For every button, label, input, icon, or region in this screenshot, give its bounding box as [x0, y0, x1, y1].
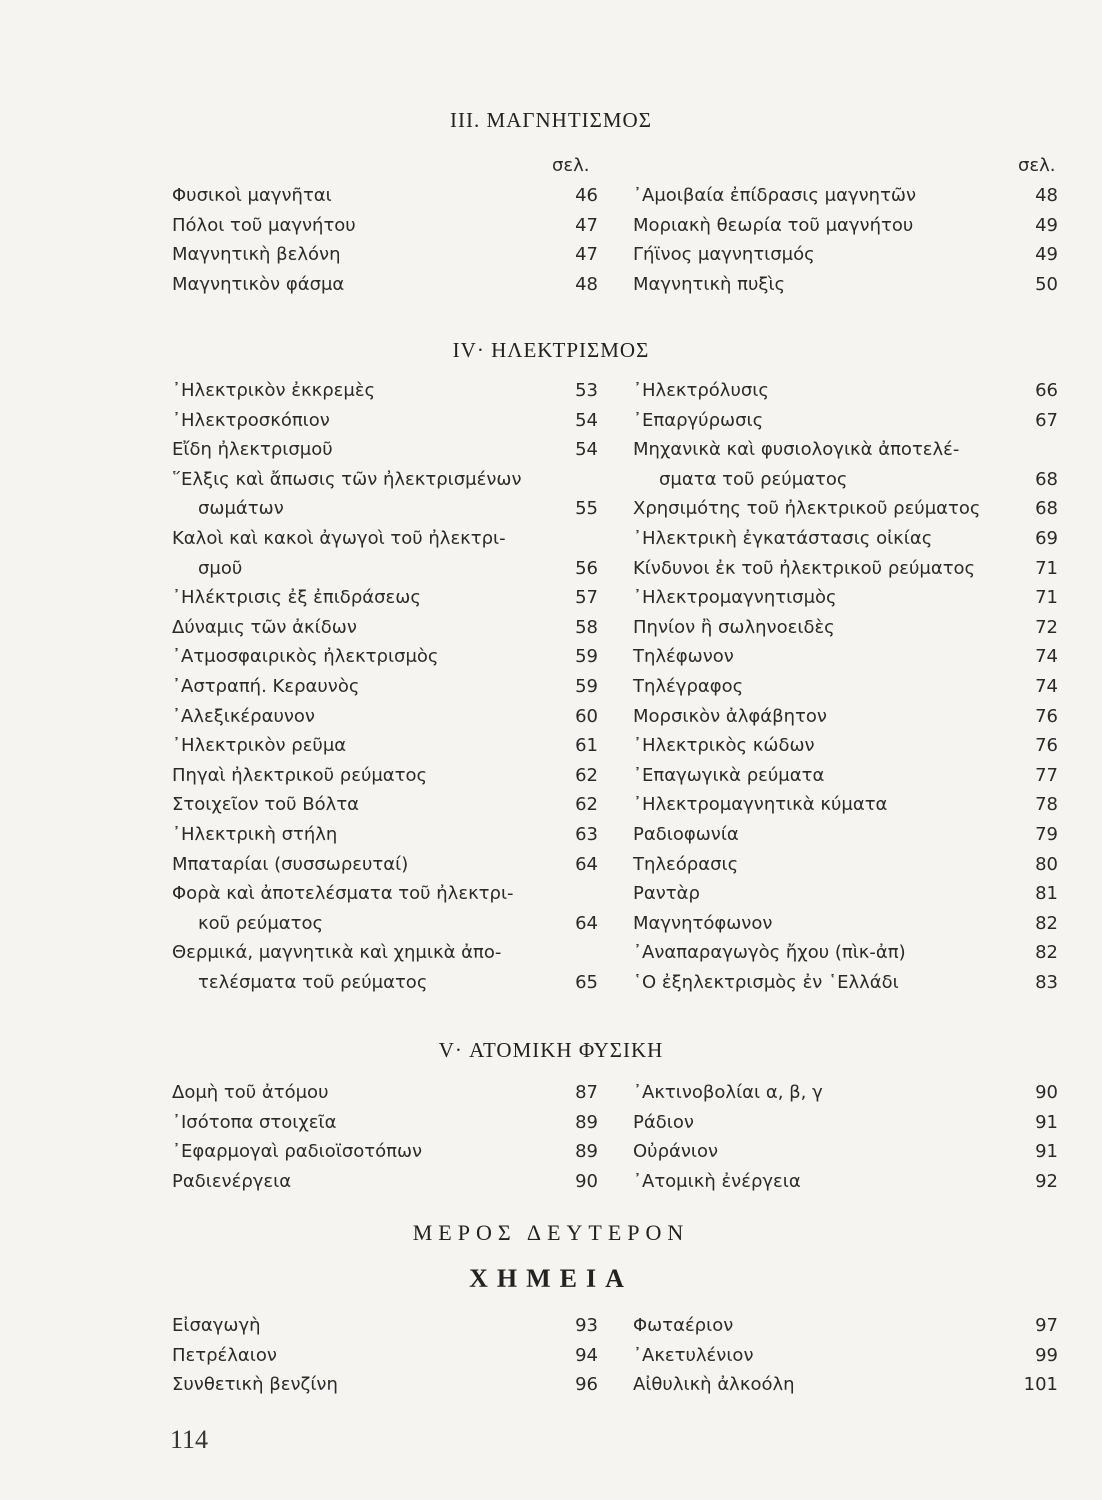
toc-entry-page: 76 — [1035, 705, 1058, 727]
toc-entry-title: ᾿Ηλέκτρισις ἐξ ἐπιδράσεως — [172, 587, 421, 609]
toc-entry — [172, 790, 598, 820]
toc-entry — [633, 850, 1058, 880]
toc-entry-page: 82 — [1035, 942, 1058, 964]
toc-entry — [172, 731, 598, 761]
toc-entry-title: Γήϊνος μαγνητισμός — [633, 244, 815, 266]
toc-entry — [172, 761, 598, 791]
toc-entry — [633, 465, 1058, 495]
toc-entry — [172, 879, 598, 909]
toc-entry — [633, 938, 1058, 968]
page-number: 114 — [170, 1425, 209, 1454]
toc-entry — [633, 613, 1058, 643]
section-title-magnetism: III. ΜΑΓΝΗΤΙΣΜΟΣ — [450, 108, 652, 132]
toc-entry-page: 69 — [1035, 528, 1058, 549]
toc-entry-title: ᾿Αμοιβαία ἐπίδρασις μαγνητῶν — [633, 185, 917, 206]
toc-entry — [172, 211, 598, 241]
toc-entry — [172, 435, 598, 465]
toc-entry-title: Δομὴ τοῦ ἀτόμου — [172, 1082, 329, 1103]
toc-entry-page: 66 — [1035, 380, 1058, 401]
toc-entry-title: Ραντὰρ — [633, 883, 700, 905]
toc-entry-page: 74 — [1035, 676, 1058, 697]
toc-entry-title: Χρησιμότης τοῦ ἠλεκτρικοῦ ρεύματος — [633, 498, 981, 520]
toc-entry — [172, 270, 598, 300]
toc-entry-title: Φωταέριον — [633, 1315, 734, 1336]
toc-entry — [633, 731, 1058, 761]
toc-entry-page: 90 — [575, 1170, 598, 1192]
toc-entry — [172, 524, 598, 554]
toc-entry-title: ᾿Ηλεκτρικὴ ἐγκατάστασις οἰκίας — [633, 528, 933, 549]
page-column-label: σελ. — [1018, 155, 1056, 176]
toc-entry-title: Μαγνητόφωνον — [633, 912, 773, 934]
toc-entry-page: 99 — [1035, 1344, 1058, 1366]
toc-entry-title: Μορσικὸν ἀλφάβητον — [633, 705, 827, 727]
toc-entry — [172, 672, 598, 702]
toc-entry — [633, 1370, 1058, 1400]
toc-entry-page: 49 — [1035, 244, 1058, 266]
toc-entry-title: ᾿Αστραπή. Κεραυνὸς — [172, 676, 360, 697]
toc-entry-page: 83 — [1035, 972, 1058, 993]
chemistry-title: ΧΗΜΕΙΑ — [469, 1264, 633, 1293]
toc-entry-page: 54 — [575, 409, 598, 431]
toc-entry — [172, 968, 598, 998]
toc-entry-page: 50 — [1035, 273, 1058, 295]
part-title: ΜΕΡΟΣ ΔΕΥΤΕΡΟΝ — [412, 1220, 690, 1245]
toc-entry-title: ᾿Ακετυλένιον — [633, 1344, 754, 1366]
toc-entry-page: 65 — [575, 972, 598, 993]
toc-entry-page: 81 — [1035, 883, 1058, 905]
toc-entry — [172, 1108, 598, 1138]
toc-entry-title: ᾿Ακτινοβολίαι α, β, γ — [633, 1082, 823, 1103]
toc-entry-title: Ράδιον — [633, 1111, 694, 1133]
toc-entry-title: ᾿Ηλεκτρικὴ στήλη — [172, 824, 338, 845]
toc-entry — [172, 613, 598, 643]
toc-entry-title: Εἰσαγωγὴ — [172, 1315, 261, 1336]
toc-entry-page: 101 — [1023, 1374, 1058, 1396]
toc-entry — [172, 1137, 598, 1167]
toc-entry-title: Μαγνητικὴ πυξὶς — [633, 273, 786, 295]
toc-entry-page: 64 — [575, 912, 598, 934]
toc-entry-page: 97 — [1035, 1315, 1058, 1336]
toc-entry-title: Κίνδυνοι ἐκ τοῦ ἠλεκτρικοῦ ρεύματος — [633, 557, 976, 579]
section-title-atomic-physics: V· ΑΤΟΜΙΚΗ ΦΥΣΙΚΗ — [438, 1038, 664, 1062]
toc-entry-title: Φυσικοὶ μαγνῆται — [172, 185, 332, 206]
toc-entry-page: 63 — [575, 824, 598, 845]
toc-entry-title: Μοριακὴ θεωρία τοῦ μαγνήτου — [633, 214, 914, 236]
toc-entry-page: 55 — [575, 498, 598, 520]
toc-entry-page: 64 — [575, 853, 598, 875]
toc-entry — [633, 376, 1058, 406]
toc-entry-title: Μπαταρίαι (συσσωρευταί) — [172, 853, 409, 875]
toc-entry-title: Μαγνητικὴ βελόνη — [172, 244, 341, 266]
toc-entry — [172, 850, 598, 880]
toc-entry-page: 48 — [1035, 185, 1058, 206]
toc-entry-title: Καλοὶ καὶ κακοὶ ἀγωγοὶ τοῦ ἠλεκτρι- — [172, 528, 506, 549]
toc-entry — [633, 583, 1058, 613]
toc-entry-page: 82 — [1035, 912, 1058, 934]
toc-entry — [633, 761, 1058, 791]
toc-entry-title: Πηνίον ἢ σωληνοειδὲς — [633, 616, 835, 638]
toc-entry-page: 78 — [1035, 794, 1058, 816]
toc-entry — [633, 240, 1058, 270]
toc-entry-page: 96 — [575, 1374, 598, 1396]
toc-entry — [172, 494, 598, 524]
toc-entry — [172, 702, 598, 732]
toc-entry — [633, 702, 1058, 732]
toc-entry-page: 58 — [575, 616, 598, 638]
toc-entry-title: Μαγνητικὸν φάσμα — [172, 273, 345, 295]
toc-entry-page: 56 — [575, 557, 598, 579]
toc-entry — [633, 1078, 1058, 1108]
toc-entry-title: ᾿Επαγωγικὰ ρεύματα — [633, 764, 825, 786]
toc-entry-page: 47 — [575, 214, 598, 236]
toc-entry-page: 62 — [575, 794, 598, 816]
toc-entry — [172, 1167, 598, 1197]
toc-entry — [633, 909, 1058, 939]
toc-entry-page: 68 — [1035, 468, 1058, 490]
toc-entry — [172, 642, 598, 672]
toc-entry-page: 74 — [1035, 646, 1058, 668]
toc-entry-title: Ραδιοφωνία — [633, 824, 739, 845]
toc-entry-page: 72 — [1035, 616, 1058, 638]
toc-entry-title: Συνθετικὴ βενζίνη — [172, 1374, 338, 1396]
toc-entry — [172, 240, 598, 270]
toc-entry-title: ῾Ο ἐξηλεκτρισμὸς ἐν ῾Ελλάδι — [633, 972, 899, 993]
toc-entry-page: 80 — [1035, 853, 1058, 875]
toc-entry — [172, 465, 598, 495]
toc-entry-title: Ραδιενέργεια — [172, 1170, 292, 1192]
toc-entry-page: 71 — [1035, 587, 1058, 609]
toc-entry-title: ᾿Ατμοσφαιρικὸς ἠλεκτρισμὸς — [172, 646, 439, 668]
toc-entry — [172, 1341, 598, 1371]
toc-entry-title: ᾿Εφαρμογαὶ ραδιοϊσοτόπων — [172, 1141, 423, 1163]
toc-entry-page: 68 — [1035, 498, 1058, 520]
toc-entry-title: ᾿Ισότοπα στοιχεῖα — [172, 1111, 337, 1133]
page-column-label: σελ. — [552, 155, 590, 176]
section-title-electricity: IV· ΗΛΕΚΤΡΙΣΜΟΣ — [452, 338, 650, 362]
toc-entry-title: Εἴδη ἠλεκτρισμοῦ — [172, 439, 333, 461]
toc-entry-page: 76 — [1035, 735, 1058, 757]
toc-entry — [172, 406, 598, 436]
toc-entry-page: 91 — [1035, 1111, 1058, 1133]
toc-entry-page: 89 — [575, 1141, 598, 1163]
toc-entry — [633, 642, 1058, 672]
toc-entry-page: 47 — [575, 244, 598, 266]
toc-entry-page: 61 — [575, 735, 598, 757]
toc-entry-title: Τηλέγραφος — [633, 676, 744, 697]
toc-entry — [172, 554, 598, 584]
toc-entry-title: ᾿Ατομικὴ ἐνέργεια — [633, 1170, 801, 1192]
toc-entry — [172, 583, 598, 613]
toc-entry — [633, 270, 1058, 300]
toc-entry-page: 59 — [575, 676, 598, 697]
toc-entry-title: τελέσματα τοῦ ρεύματος — [198, 972, 428, 993]
toc-entry — [172, 1370, 598, 1400]
toc-entry-page: 54 — [575, 439, 598, 461]
toc-entry-page: 59 — [575, 646, 598, 668]
toc-entry-title: Θερμικά, μαγνητικὰ καὶ χημικὰ ἀπο- — [172, 942, 502, 964]
toc-entry — [633, 672, 1058, 702]
toc-entry-title: Μηχανικὰ καὶ φυσιολογικὰ ἀποτελέ- — [633, 439, 960, 461]
toc-entry-title: Τηλεόρασις — [633, 853, 739, 875]
toc-entry-page: 71 — [1035, 557, 1058, 579]
toc-entry-page: 57 — [575, 587, 598, 609]
toc-entry-title: ᾿Ηλεκτρικὸς κώδων — [633, 735, 815, 757]
toc-entry-page: 93 — [575, 1315, 598, 1336]
toc-entry-page: 53 — [575, 380, 598, 401]
toc-entry-title: Στοιχεῖον τοῦ Βόλτα — [172, 794, 360, 816]
toc-entry — [633, 820, 1058, 850]
toc-entry-title: Τηλέφωνον — [633, 646, 734, 668]
toc-entry-title: Οὐράνιον — [633, 1141, 719, 1163]
toc-entry-title: ᾿Ηλεκτροσκόπιον — [172, 409, 330, 431]
toc-entry-title: σωμάτων — [198, 498, 284, 520]
toc-entry — [172, 1311, 598, 1341]
toc-entry-page: 92 — [1035, 1170, 1058, 1192]
toc-entry-title: Δύναμις τῶν ἀκίδων — [172, 616, 357, 638]
toc-entry-title: Αἰθυλικὴ ἀλκοόλη — [633, 1374, 795, 1396]
toc-entry — [633, 435, 1058, 465]
toc-entry-page: 89 — [575, 1111, 598, 1133]
toc-entry-page: 79 — [1035, 824, 1058, 845]
toc-entry-page: 94 — [575, 1344, 598, 1366]
toc-entry — [633, 879, 1058, 909]
toc-entry-page: 60 — [575, 705, 598, 727]
toc-entry — [172, 909, 598, 939]
toc-entry-title: ᾿Ηλεκτρικὸν ἐκκρεμὲς — [172, 380, 376, 401]
toc-entry-page: 49 — [1035, 214, 1058, 236]
toc-entry-title: Πηγαὶ ἠλεκτρικοῦ ρεύματος — [172, 764, 428, 786]
toc-entry — [633, 554, 1058, 584]
toc-entry — [633, 790, 1058, 820]
toc-entry-title: ᾿Ηλεκτρομαγνητισμὸς — [633, 587, 837, 609]
toc-entry-page: 67 — [1035, 409, 1058, 431]
toc-entry-title: ᾿Ηλεκτρομαγνητικὰ κύματα — [633, 794, 888, 816]
toc-entry-page: 62 — [575, 764, 598, 786]
toc-entry-title: ῞Ελξις καὶ ἄπωσις τῶν ἠλεκτρισμένων — [172, 468, 522, 490]
toc-entry-page: 48 — [575, 273, 598, 295]
toc-entry — [633, 1311, 1058, 1341]
toc-entry-title: σμοῦ — [198, 557, 243, 579]
toc-entry-page: 91 — [1035, 1141, 1058, 1163]
toc-entry — [633, 1341, 1058, 1371]
toc-entry-title: κοῦ ρεύματος — [198, 912, 324, 934]
toc-entry — [633, 968, 1058, 998]
toc-entry — [633, 494, 1058, 524]
toc-entry — [172, 820, 598, 850]
toc-entry-title: ᾿Επαργύρωσις — [633, 409, 764, 431]
toc-entry-page: 90 — [1035, 1082, 1058, 1103]
toc-entry — [633, 1108, 1058, 1138]
toc-entry-title: σματα τοῦ ρεύματος — [659, 468, 848, 490]
toc-entry — [633, 1137, 1058, 1167]
toc-entry-page: 77 — [1035, 764, 1058, 786]
toc-entry — [633, 211, 1058, 241]
toc-entry — [172, 1078, 598, 1108]
toc-entry — [633, 406, 1058, 436]
toc-entry — [172, 181, 598, 211]
toc-entry — [633, 181, 1058, 211]
toc-entry-title: ᾿Αναπαραγωγὸς ἤχου (πὶκ-ἀπ) — [633, 942, 906, 964]
toc-entry — [633, 1167, 1058, 1197]
toc-entry-title: Φορὰ καὶ ἀποτελέσματα τοῦ ἠλεκτρι- — [172, 883, 514, 905]
toc-entry — [633, 524, 1058, 554]
toc-entry-title: ᾿Ηλεκτρικὸν ρεῦμα — [172, 735, 347, 757]
toc-entry-title: ᾿Ηλεκτρόλυσις — [633, 380, 769, 401]
toc-entry-page: 87 — [575, 1082, 598, 1103]
toc-entry — [172, 938, 598, 968]
toc-entry-title: Πόλοι τοῦ μαγνήτου — [172, 214, 356, 236]
toc-entry-page: 46 — [575, 185, 598, 206]
toc-entry-title: ᾿Αλεξικέραυνον — [172, 705, 315, 727]
toc-entry-title: Πετρέλαιον — [172, 1344, 277, 1366]
toc-entry — [172, 376, 598, 406]
